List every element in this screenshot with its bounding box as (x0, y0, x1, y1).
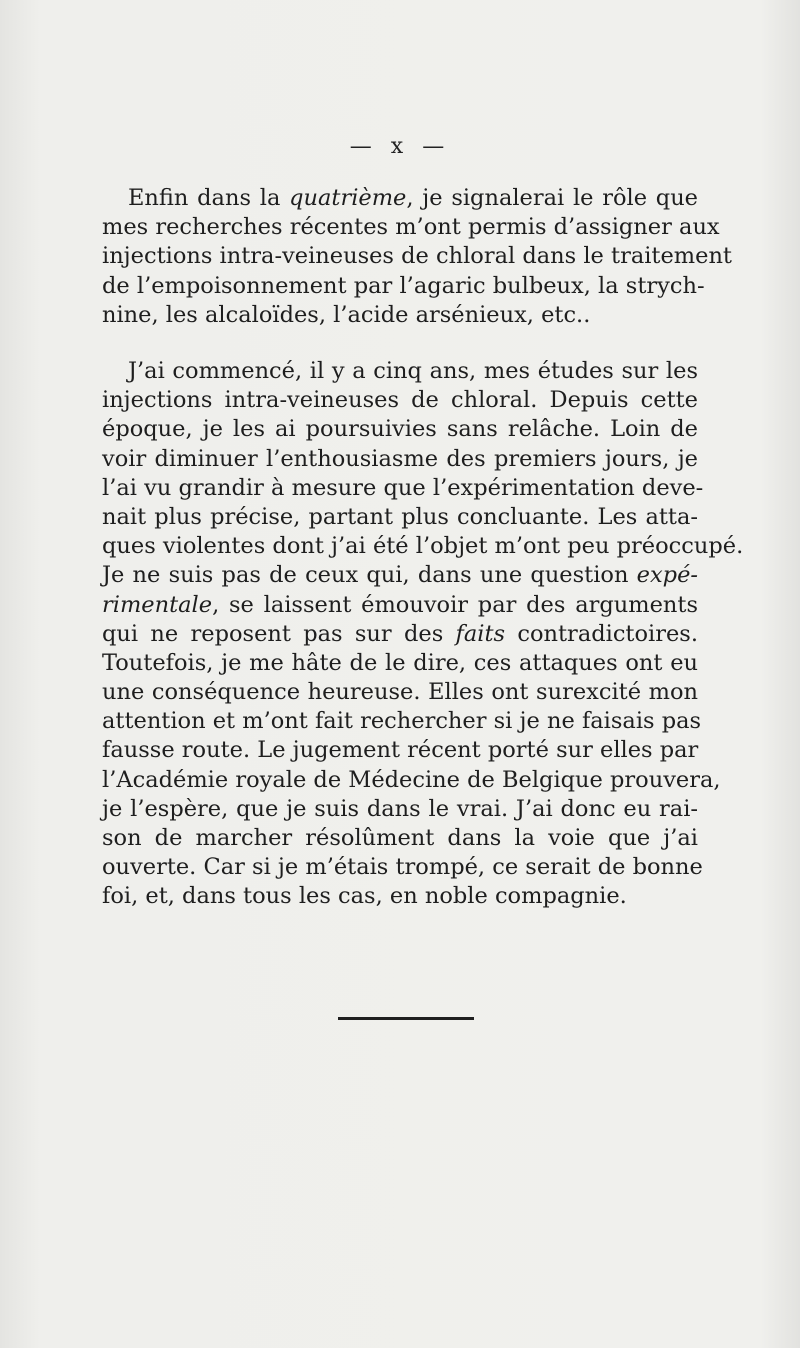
text-line: ouverte. Car si je m’étais trompé, ce serait de bonne (102, 854, 703, 881)
emphasis: expé- (636, 562, 698, 589)
text-line: je l’espère, que je suis dans le vrai. J’ai donc eu rai- (102, 795, 698, 822)
text-line: rimentale, se laissent émouvoir par des arguments (102, 591, 698, 618)
text-line: Je ne suis pas de ceux qui, dans une question expé- (102, 562, 698, 589)
text-line: de l’empoisonnement par l’agaric bulbeux, la strych- (102, 272, 705, 299)
text-line: Enfin dans la quatrième, je signalerai le rôle que (128, 185, 698, 211)
text-line: qui ne reposent pas sur des faits contradictoires. (102, 620, 698, 647)
text-line: l’ai vu grandir à mesure que l’expérimentation deve- (102, 474, 704, 501)
text-line: nait plus précise, partant plus concluante. Les atta- (102, 503, 698, 530)
emphasis: quatrième (289, 185, 407, 211)
paragraph-2 (102, 357, 744, 912)
text-line: une conséquence heureuse. Elles ont surexcité mon (102, 679, 698, 706)
text-line: injections intra-veineuses de chloral dans le traitement (102, 243, 732, 270)
text-line: foi, et, dans tous les cas, en noble compagnie. (102, 883, 627, 910)
text-line: mes recherches récentes m’ont permis d’assigner aux (102, 214, 720, 241)
text-line: fausse route. Le jugement récent porté sur elles par (102, 737, 699, 764)
text-line: nine, les alcaloïdes, l’acide arsénieux, etc.. (102, 301, 591, 328)
text-line: voir diminuer l’enthousiasme des premiers jours, je (102, 445, 698, 472)
text-line: J’ai commencé, il y a cinq ans, mes études sur les (128, 358, 698, 384)
emphasis: faits (455, 620, 506, 647)
text-line: l’Académie royale de Médecine de Belgique prouvera, (102, 766, 721, 793)
text-line: injections intra-veineuses de chloral. Depuis cette (102, 387, 698, 414)
page-folio: — x — (349, 134, 451, 159)
section-divider-rule (338, 1017, 474, 1020)
text-line: ques violentes dont j’ai été l’objet m’ont peu préoccupé. (102, 533, 744, 560)
emphasis: rimentale (102, 591, 213, 618)
text-line: Toutefois, je me hâte de le dire, ces attaques ont eu (102, 649, 698, 676)
text-line: son de marcher résolûment dans la voie que j’ai (102, 825, 698, 851)
text-line: attention et m’ont fait rechercher si je ne faisais pas (102, 708, 702, 735)
paragraph-1 (102, 184, 732, 330)
text-line: époque, je les ai poursuivies sans relâche. Loin de (102, 416, 698, 443)
